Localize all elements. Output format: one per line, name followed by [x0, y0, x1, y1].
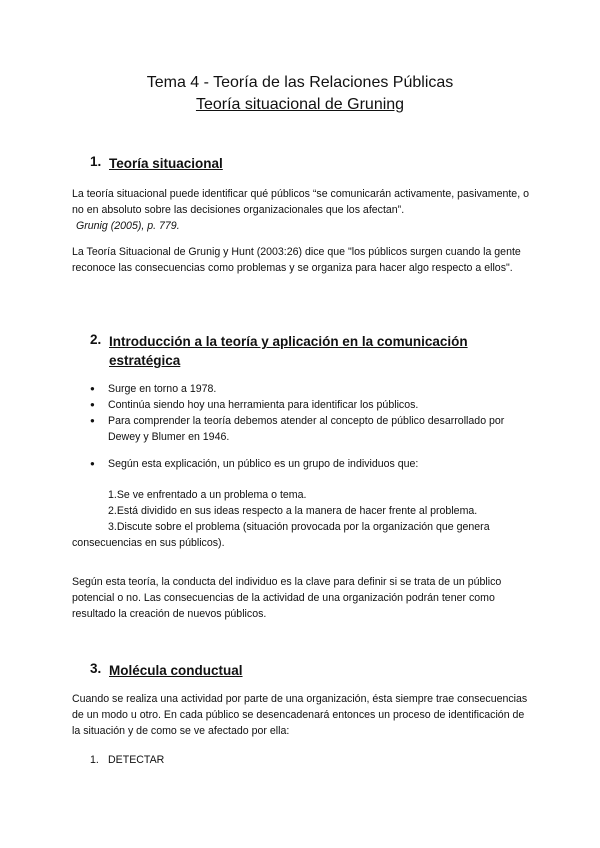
section-1-title: Teoría situacional	[109, 156, 223, 171]
section-1-number: 1.	[90, 154, 102, 169]
section-1-paragraph-1	[72, 186, 532, 234]
section-3-item-1: DETECTAR	[108, 754, 165, 766]
section-2-numbered-item-3-cont: consecuencias en sus públicos).	[72, 537, 225, 549]
section-3-number: 3.	[90, 661, 102, 676]
section-3-item-1-number: 1.	[90, 754, 99, 766]
section-3-title: Molécula conductual	[109, 663, 243, 678]
section-2-numbered-item-3: 3.Discute sobre el problema (situación provocada por la organización que genera	[108, 521, 490, 533]
list-item: ● Continúa siendo hoy una herramienta para identificar los públicos.	[90, 397, 530, 413]
list-item: ● Según esta explicación, un público es un grupo de individuos que:	[90, 456, 530, 472]
section-2-numbered-item-2: 2.Está dividido en sus ideas respecto a la manera de hacer frente al problema.	[108, 505, 478, 517]
list-item: ● Para comprender la teoría debemos atender al concepto de público desarrollado por Dewey y Blumer en 1946.	[90, 413, 530, 445]
section-2-bullet-list-2	[90, 456, 530, 472]
section-2-bullet-list	[90, 381, 530, 445]
section-2-paragraph: Según esta teoría, la conducta del individuo es la clave para definir si se trata de un público potencial o no. Las consecuencias de la actividad de una organización podrán tener como resultado la creación de nuevos públicos.	[72, 576, 502, 620]
section-2-numbered-item-1: 1.Se ve enfrentado a un problema o tema.	[108, 489, 307, 501]
section-1-paragraph-1-text: La teoría situacional puede identificar qué públicos “se comunicarán activamente, pasivamente, o no en absoluto sobre las decisiones organizacionales que los afectan”.	[72, 188, 529, 216]
document-subtitle: Teoría situacional de Gruning	[195, 96, 405, 113]
section-1-paragraph-2: La Teoría Situacional de Grunig y Hunt (2003:26) dice que "los públicos surgen cuando la gente reconoce las consecuencias como problemas y se organiza para hacer algo respecto a ellos".	[72, 246, 521, 274]
section-2-title: Introducción a la teoría y aplicación en la comunicación estratégica	[109, 334, 468, 368]
document-title: Tema 4 - Teoría de las Relaciones Públicas	[146, 74, 454, 91]
section-1-citation: Grunig (2005), p. 779.	[76, 220, 180, 232]
list-item: ● Surge en torno a 1978.	[90, 381, 530, 397]
section-3-paragraph: Cuando se realiza una actividad por parte de una organización, ésta siempre trae consecuencias de un modo u otro. En cada público se desencadenará entonces un proceso de identificación de la situación y de como se ve afectado por ella:	[72, 693, 528, 737]
section-2-number: 2.	[90, 332, 102, 347]
